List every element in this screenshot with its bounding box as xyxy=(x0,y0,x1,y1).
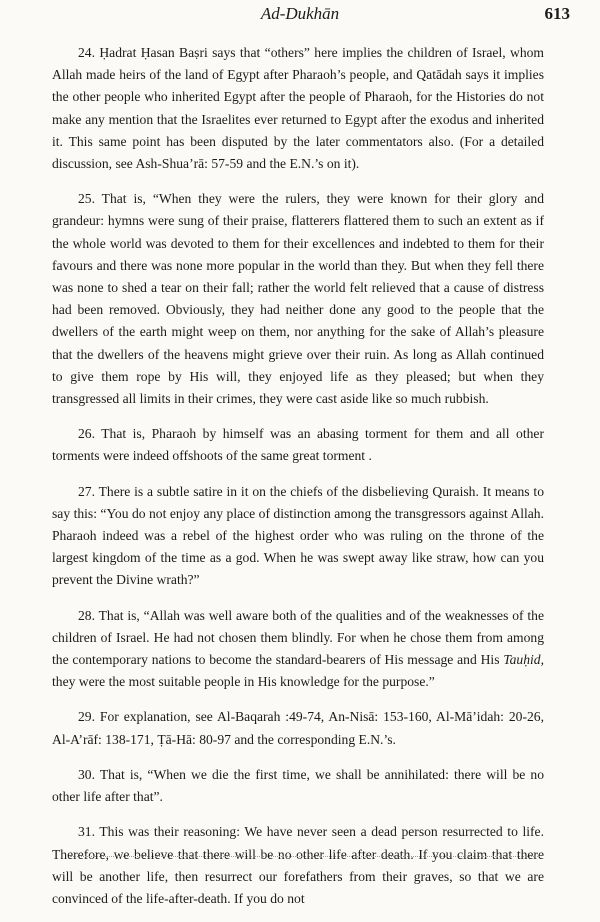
note-31: 31. This was their reasoning: We have never seen a dead person resurrected to life. Therefore, we believe that there will be no other life after death. If you claim that there will be another life, then resurrect our forefathers from their graves, so that we are convinced of the life-after-death. If you do not xyxy=(52,824,544,906)
note-29: 29. For explanation, see Al-Baqarah :49-74, An-Nisā: 153-160, Al-Mā’idah: 20-26, Al-A’rāf: 138-171, Ṭā-Hā: 80-97 and the corresponding E.N.’s. xyxy=(52,709,544,747)
note-27: 27. There is a subtle satire in it on the chiefs of the disbelieving Quraish. It means to say this: “You do not enjoy any place of distinction among the transgressors against Allah. Pharaoh indeed was a rebel of the highest order who was ruling on the throne of the largest kingdom of the time as a god. When he was swept away like straw, how can you prevent the Divine wrath?” xyxy=(52,483,544,588)
note-25: 25. That is, “When they were the rulers, they were known for their glory and grandeur: hymns were sung of their praise, flatterers flattered them to such an extent as if the whole world was devoted to them for their excellences and indebted to them for their favours and there was none more popular in the world than they. But when they fell there was none to shed a tear on their fall; rather the world felt relieved that a cause of distress had been removed. Obviously, they had neither done any good to the people that the dwellers of the earth might weep on them, nor anything for the sake of Allah’s pleasure that the dwellers of the heavens might grieve over their ruin. As long as Allah continued to give them rope by His will, they enjoyed life as they pleased; but when they transgressed all limits in their crimes, they were cast aside like so much rubbish. xyxy=(52,191,544,407)
note-30: 30. That is, “When we die the first time, we shall be annihilated: there will be no other life after that”. xyxy=(52,766,544,805)
note-28 xyxy=(52,605,544,694)
notes-body xyxy=(52,42,544,922)
bottom-rule xyxy=(70,856,540,857)
note-28-text-end: they were the most suitable people in His knowledge for the purpose.” xyxy=(52,674,435,690)
running-title: Ad-Dukhān xyxy=(260,4,340,23)
note-28-text-start: 28. That is, “Allah was well aware both of the qualities and of the weaknesses of the children of Israel. He had not chosen them blindly. For when he chose them from among the contemporary nations to become the standard-bearers of His message and His xyxy=(52,607,544,668)
running-header xyxy=(0,2,600,32)
note-26: 26. That is, Pharaoh by himself was an abasing torment for them and all other torments were indeed offshoots of the same great torment . xyxy=(52,426,544,464)
note-28-italic-term: Tauḥid, xyxy=(503,652,544,668)
page-number: 613 xyxy=(544,4,570,23)
note-24: 24. Ḥadrat Ḥasan Baṣri says that “others” here implies the children of Israel, whom Allah made heirs of the land of Egypt after Pharaoh’s people, and Qatādah says it implies the other people who inherited Egypt after the people of Pharaoh, for the Histories do not make any mention that the Israelites ever returned to Egypt after the exodus and inherited it. This same point has been disputed by the later commentators also. (For a detailed discussion, see Ash-Shua’rā: 57-59 and the E.N.’s on it). xyxy=(52,45,544,172)
